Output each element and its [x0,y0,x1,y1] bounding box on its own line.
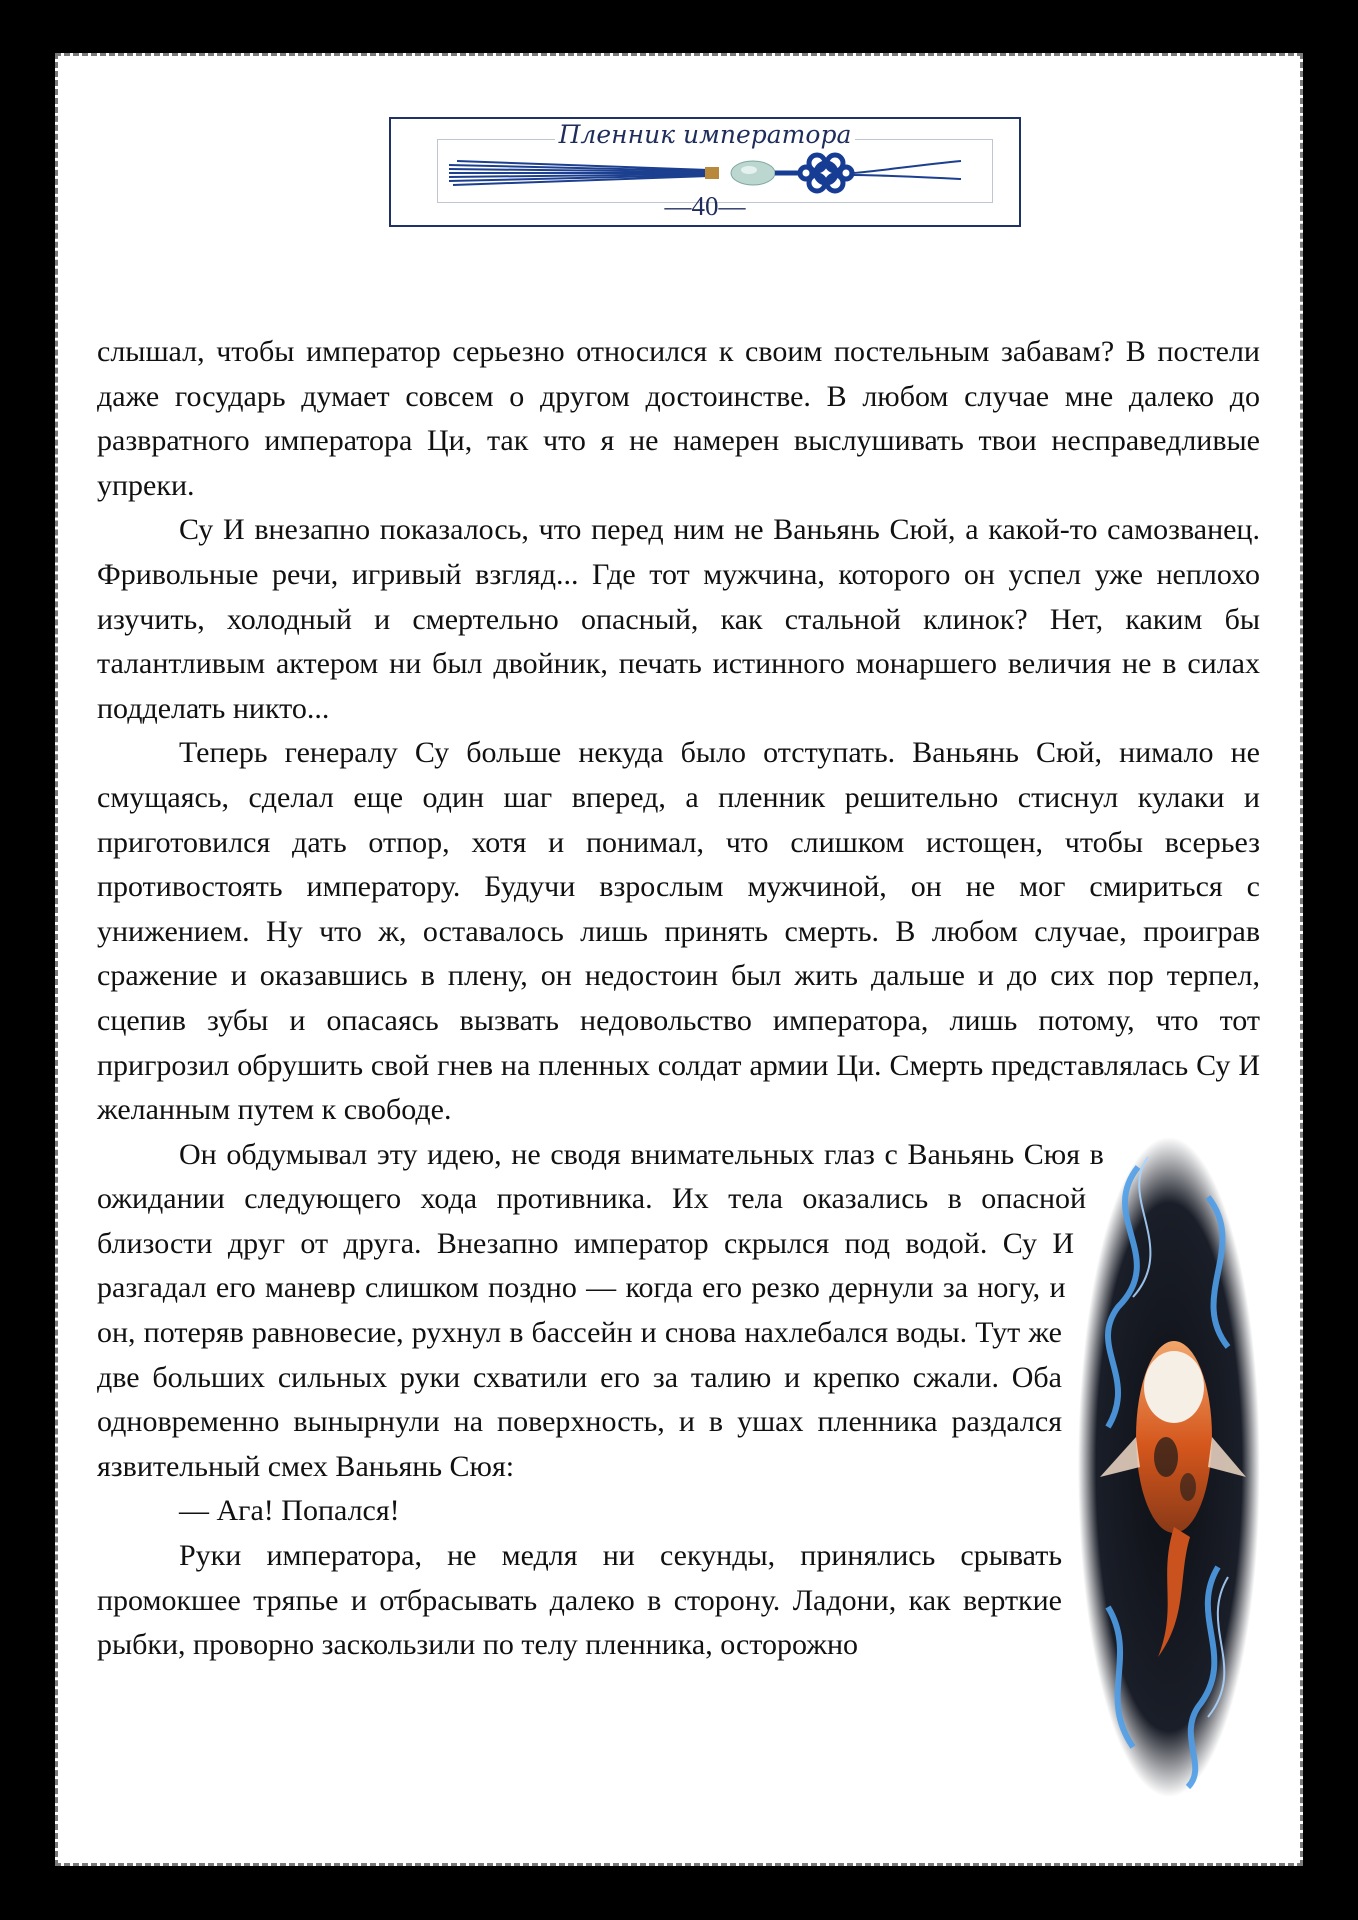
book-title: Пленник императора [391,120,1019,149]
paragraph: Су И внезапно показалось, что перед ним не Ваньянь Сюй, а какой-то самозванец. Фривольные речи, игривый взгляд... Где тот мужчина, которого он успел уже неплохо изучить, холодный и смертельно опасный, как стальной клинок? Нет, каким бы талантливым актером ни был двойник, печать истинного монаршего величия не в силах подделать никто... [97,513,1260,725]
page-body [97,330,1260,1797]
koi-fish-illustration [1078,1137,1260,1797]
paragraph: Теперь генералу Су больше некуда было отступать. Ваньянь Сюй, нимало не смущаясь, сделал еще один шаг вперед, а пленник решительно стиснул кулаки и приготовился дать отпор, хотя и понимал, что слишком истощен, чтобы всерьез противостоять императору. Будучи взрослым мужчиной, он не мог смириться с унижением. Ну что ж, оставалось лишь принять смерть. В любом случае, проиграв сражение и оказавшись в плену, он недостоин был жить дальше и до сих пор терпел, сцепив зубы и опасаясь вызвать недовольство императора, лишь потому, что тот пригрозил обрушить свой гнев на пленных солдат армии Ци. Смерть представлялась Су И желанным путем к свободе. [97,736,1260,1127]
paragraph: Руки императора, не медля ни секунды, принялись срывать промокшее тряпье и отбрасывать далеко в сторону. Ладони, как верткие рыбки, проворно заскользили по телу пленника, осторожно [97,1539,1062,1662]
paragraph: слышал, чтобы император серьезно относился к своим постельным забавам? В постели даже государь думает совсем о другом достоинстве. В любом случае мне далеко до развратного императора Ци, так что я не намерен выслушивать твои несправедливые упреки. [97,335,1260,502]
blue-tassel-knot-icon [449,147,973,197]
page-header [389,117,1021,227]
paragraph: — Ага! Попался! [179,1494,400,1528]
page-number: —40— [664,191,746,221]
paragraph: Он обдумывал эту идею, не сводя внимательных глаз с Ваньянь Сюя в ожидании следующего хода противника. Их тела оказались в опасной близости друг от друга. Внезапно император скрылся под водой. Су И разгадал его маневр слишком поздно — когда его резко дернули за ногу, и он, потеряв равновесие, рухнул в бассейн и снова нахлебался воды. Тут же две больших сильных руки схватили его за талию и крепко сжали. Оба одновременно вынырнули на поверхность, и в ушах пленника раздался язвительный смех Ваньянь Сюя: [97,1137,1104,1483]
